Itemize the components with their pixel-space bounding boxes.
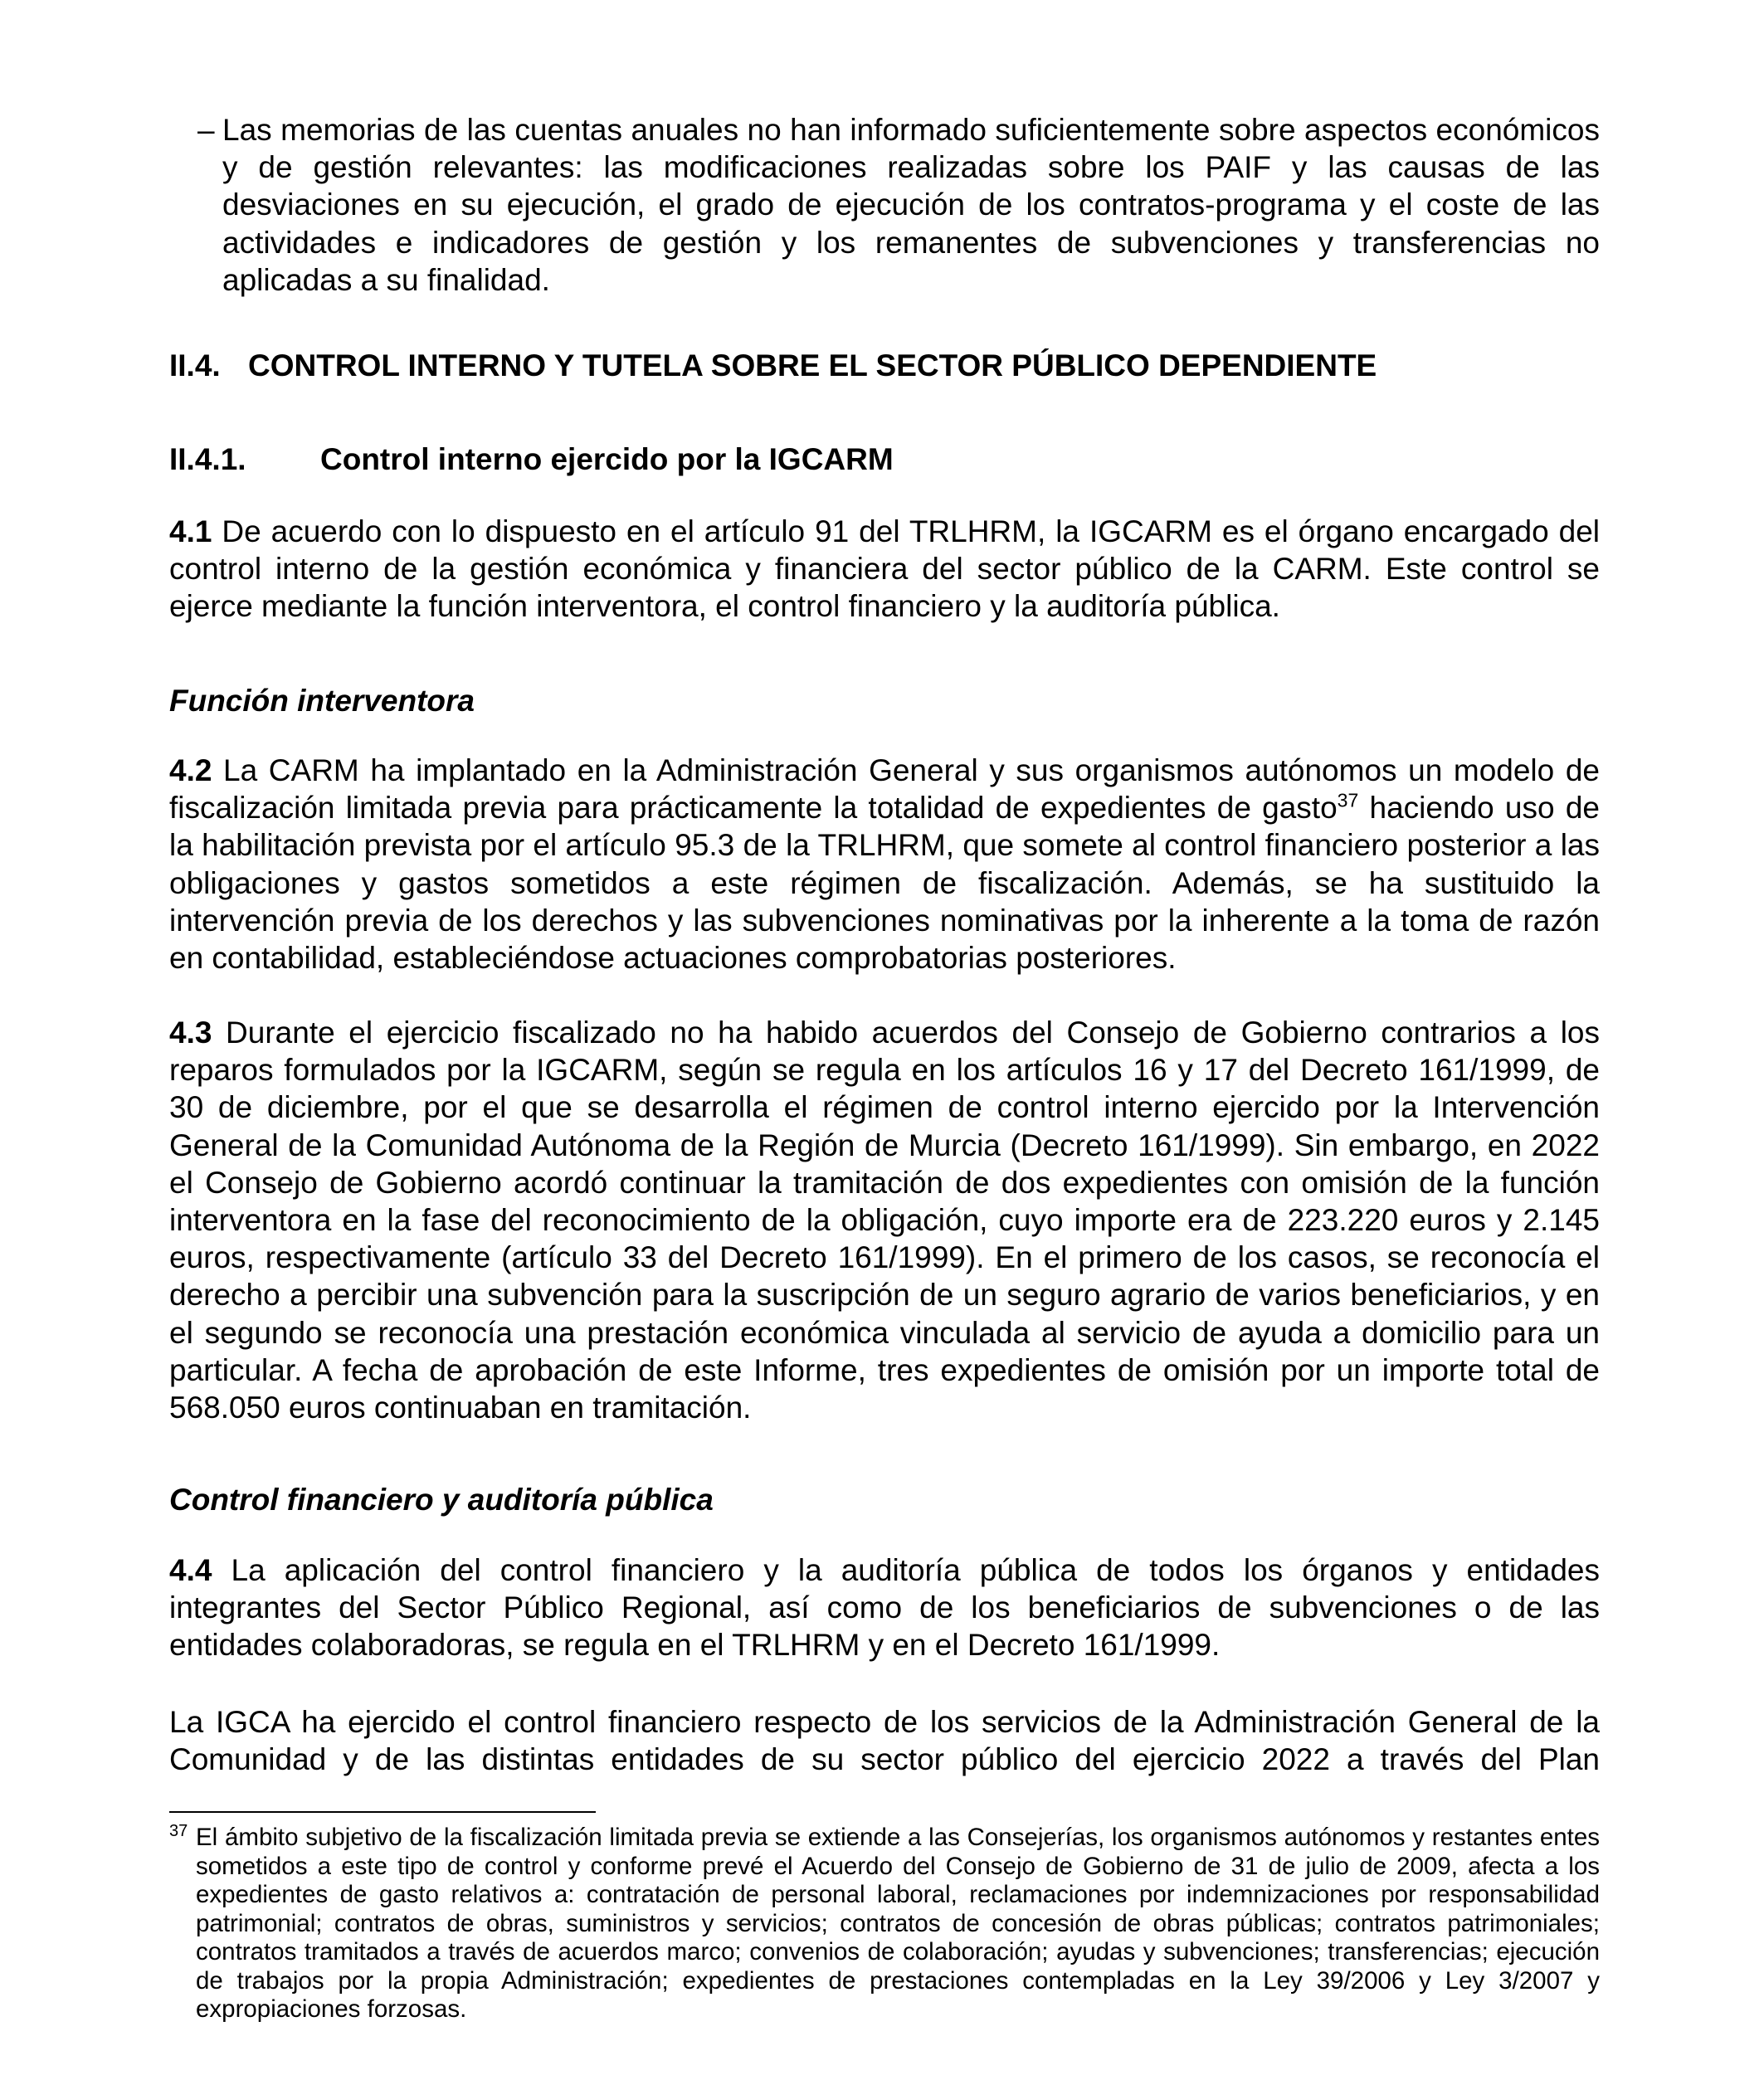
paragraph-4-4 [169, 1551, 1600, 1664]
bullet-text: Las memorias de las cuentas anuales no han informado suficientemente sobre aspectos económicos y de gestión relevantes: las modificaciones realizadas sobre los PAIF y las causas de las desviaciones en su ejecución, el grado de ejecución de los contratos-programa y el coste de las actividades e indicadores de gestión y los remanentes de subvenciones y transferencias no aplicadas a su finalidad. [222, 113, 1600, 297]
paragraph-4-2 [169, 752, 1600, 977]
paragraph-4-3 [169, 1014, 1600, 1426]
section-title: CONTROL INTERNO Y TUTELA SOBRE EL SECTOR PÚBLICO DEPENDIENTE [248, 348, 1377, 382]
bullet-item [197, 111, 1600, 299]
subsection-title: Control interno ejercido por la IGCARM [320, 442, 894, 476]
heading-funcion-interventora: Función interventora [169, 684, 475, 718]
bullet-dash: – [197, 113, 215, 147]
section-heading [169, 347, 1600, 384]
section-number: II.4. [169, 348, 221, 382]
subsection-heading [169, 441, 1600, 478]
paragraph-igca: La IGCA ha ejercido el control financiero respecto de los servicios de la Administración General de la Comunidad y de las distintas entidades de su sector público del ejercicio 2022 a través del Plan [169, 1705, 1600, 1777]
paragraph-number: 4.4 [169, 1553, 212, 1587]
footnote-mark: 37 [169, 1822, 188, 1840]
paragraph-text-continued: haciendo uso de la habilitación prevista por el artículo 95.3 de la TRLHRM, que somete al control financiero posterior a las obligaciones y gastos sometidos a este régimen de fiscalización. Además, se ha sustituido la intervención previa de los derechos y las subvenciones nominativas por la inherente a la toma de razón en contabilidad, estableciéndose actuaciones comprobatorias posteriores. [169, 791, 1600, 976]
paragraph-number: 4.3 [169, 1016, 212, 1050]
paragraph-4-1 [169, 513, 1600, 626]
paragraph-text: De acuerdo con lo dispuesto en el artículo 91 del TRLHRM, la IGCARM es el órgano encargado del control interno de la gestión económica y financiera del sector público de la CARM. Este control se ejerce mediante la función interventora, el control financiero y la auditoría pública. [169, 514, 1600, 624]
heading-control-financiero: Control financiero y auditoría pública [169, 1483, 714, 1517]
paragraph-number: 4.1 [169, 514, 212, 548]
paragraph-number: 4.2 [169, 753, 212, 787]
footnote-37 [169, 1824, 1600, 2024]
footnote-text: El ámbito subjetivo de la fiscalización limitada previa se extiende a las Consejerías, los organismos autónomos y restantes entes sometidos a este tipo de control y conforme prevé el Acuerdo del Consejo de Gobierno de 31 de julio de 2009, afecta a los expedientes de gasto relativos a: contratación de personal laboral, reclamaciones por indemnizaciones por responsabilidad patrimonial; contratos de obras, suministros y servicios; contratos de concesión de obras públicas; contratos patrimoniales; contratos tramitados a través de acuerdos marco; convenios de colaboración; ayudas y subvenciones; transferencias; ejecución de trabajos por la propia Administración; expedientes de prestaciones contempladas en la Ley 39/2006 y Ley 3/2007 y expropiaciones forzosas. [196, 1824, 1600, 2023]
paragraph-text: La CARM ha implantado en la Administración General y sus organismos autónomos un modelo de fiscalización limitada previa para prácticamente la totalidad de expedientes de gasto [169, 753, 1600, 826]
subsection-number: II.4.1. [169, 442, 246, 476]
paragraph-text: La aplicación del control financiero y la auditoría pública de todos los órganos y entidades integrantes del Sector Público Regional, así como de los beneficiarios de subvenciones o de las entidades colaboradoras, se regula en el TRLHRM y en el Decreto 161/1999. [169, 1553, 1600, 1663]
footnote-separator [169, 1811, 596, 1813]
footnote-reference[interactable]: 37 [1337, 789, 1359, 811]
paragraph-text: Durante el ejercicio fiscalizado no ha habido acuerdos del Consejo de Gobierno contrarios a los reparos formulados por la IGCARM, según se regula en los artículos 16 y 17 del Decreto 161/1999, de 30 de diciembre, por el que se desarrolla el régimen de control interno ejercido por la Intervención General de la Comunidad Autónoma de la Región de Murcia (Decreto 161/1999). Sin embargo, en 2022 el Consejo de Gobierno acordó continuar la tramitación de dos expedientes con omisión de la función interventora en la fase del reconocimiento de la obligación, cuyo importe era de 223.220 euros y 2.145 euros, respectivamente (artículo 33 del Decreto 161/1999). En el primero de los casos, se reconocía el derecho a percibir una subvención para la suscripción de un seguro agrario de varios beneficiarios, y en el segundo se reconocía una prestación económica vinculada al servicio de ayuda a domicilio para un particular. A fecha de aprobación de este Informe, tres expedientes de omisión por un importe total de 568.050 euros continuaban en tramitación. [169, 1016, 1600, 1425]
